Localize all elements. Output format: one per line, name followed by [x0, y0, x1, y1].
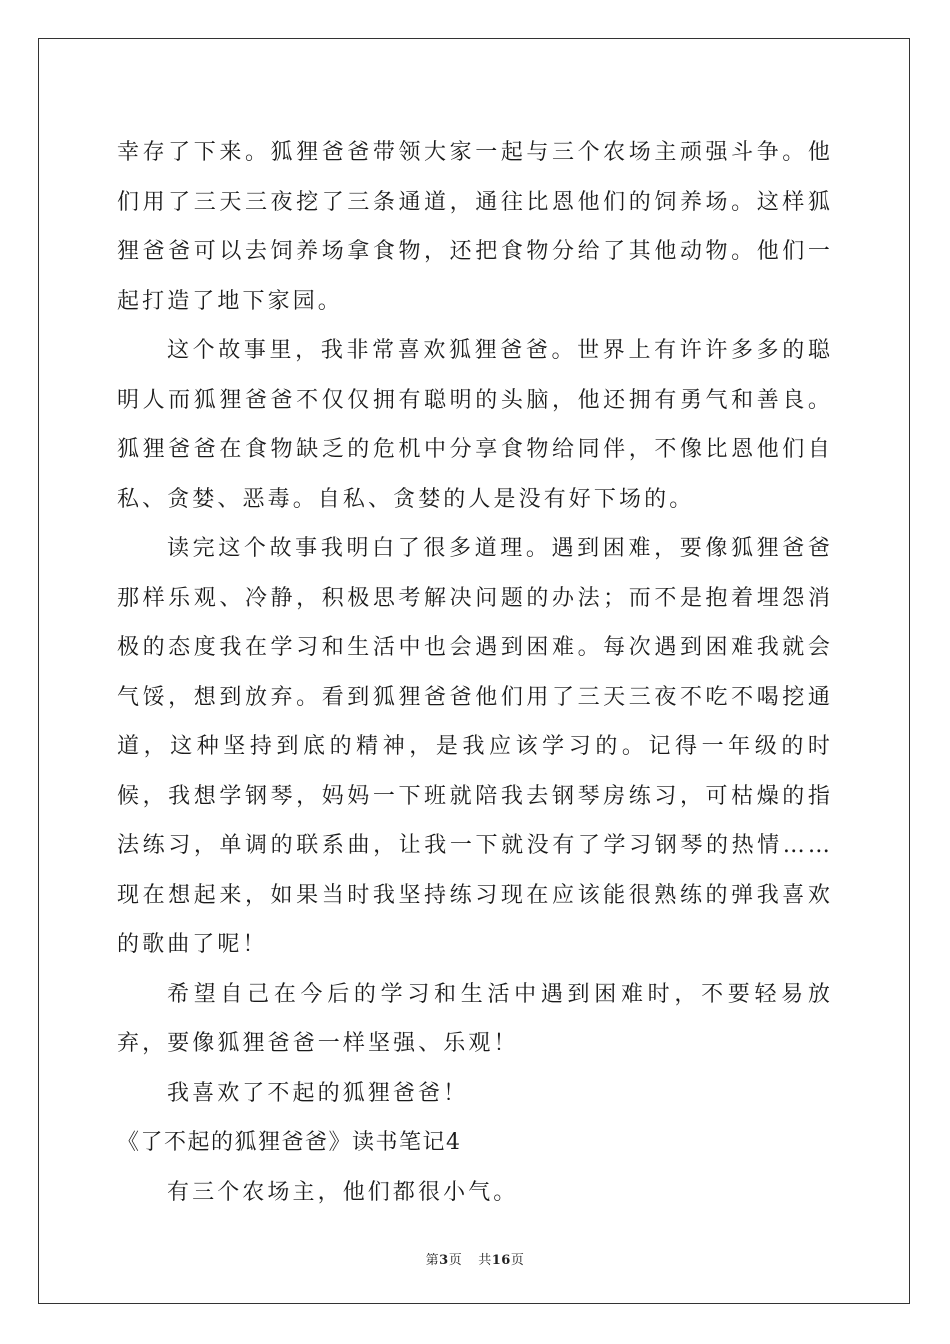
closing-paragraph: 有三个农场主，他们都很小气。 [167, 1179, 519, 1205]
section-heading: 《了不起的狐狸爸爸》读书笔记4 [117, 1130, 462, 1155]
current-page-number: 3 [439, 1253, 449, 1268]
page-prefix: 第 [425, 1253, 440, 1268]
page-suffix: 页 [448, 1253, 463, 1268]
total-suffix: 页 [510, 1253, 525, 1268]
paragraph-1: 幸存了下来。狐狸爸爸带领大家一起与三个农场主顽强斗争。他们用了三天三夜挖了三条通道，通往比恩他们的饲养场。这样狐狸爸爸可以去饲养场拿食物，还把食物分给了其他动物。他们一起打造了地下家园。 [117, 140, 833, 314]
total-prefix: 共 [478, 1253, 492, 1268]
paragraph-2: 这个故事里，我非常喜欢狐狸爸爸。世界上有许许多多的聪明人而狐狸爸爸不仅仅拥有聪明的头脑，他还拥有勇气和善良。狐狸爸爸在食物缺乏的危机中分享食物给同伴，不像比恩他们自私、贪婪、恶毒。自私、贪婪的人是没有好下场的。 [117, 338, 833, 512]
paragraph-5: 我喜欢了不起的狐狸爸爸！ [167, 1080, 469, 1106]
paragraph-3: 读完这个故事我明白了很多道理。遇到困难，要像狐狸爸爸那样乐观、冷静，积极思考解决问题的办法；而不是抱着埋怨消极的态度我在学习和生活中也会遇到困难。每次遇到困难我就会气馁，想到放弃。看到狐狸爸爸他们用了三天三夜不吃不喝挖通道，这种坚持到底的精神，是我应该学习的。记得一年级的时候，我想学钢琴，妈妈一下班就陪我去钢琴房练习，可枯燥的指法练习，单调的联系曲，让我一下就没有了学习钢琴的热情……现在想起来，如果当时我坚持练习现在应该能很熟练的弹我喜欢的歌曲了呢！ [117, 536, 833, 957]
total-page-number: 16 [491, 1253, 511, 1268]
document-body [117, 128, 833, 1217]
page-footer [0, 1249, 950, 1268]
paragraph-4: 希望自己在今后的学习和生活中遇到困难时，不要轻易放弃，要像狐狸爸爸一样坚强、乐观！ [117, 981, 833, 1056]
